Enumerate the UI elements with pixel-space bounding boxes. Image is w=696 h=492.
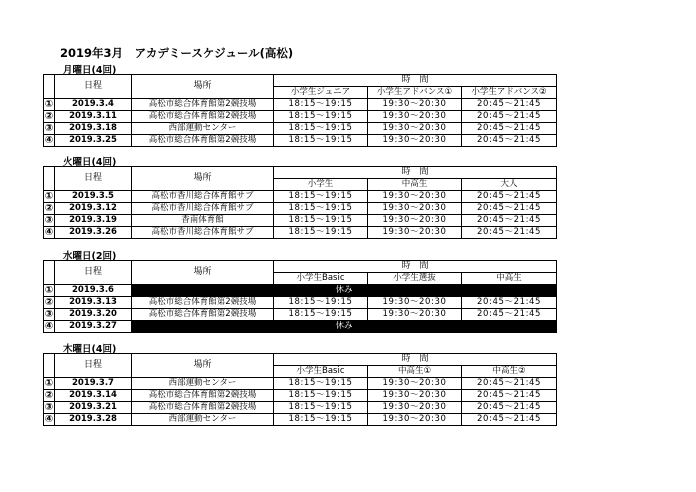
table-row [44, 414, 557, 426]
date-header: 日程 [55, 261, 132, 285]
row-time-3: 20:45～21:45 [462, 99, 557, 111]
row-place: 高松市香川総合体育館サブ [132, 227, 274, 239]
row-place: 高松市総合体育館第2競技場 [132, 135, 274, 147]
row-date: 2019.3.21 [55, 402, 132, 414]
row-time-1: 18:15～19:15 [274, 111, 368, 123]
row-time-3: 20:45～21:45 [462, 135, 557, 147]
closed-banner: 休み [132, 285, 557, 297]
row-place: 高松市総合体育館第2競技場 [132, 99, 274, 111]
class-header: 中高生 [368, 179, 462, 191]
section-label: 月曜日(4回) [63, 65, 117, 76]
row-time-3: 20:45～21:45 [462, 402, 557, 414]
place-header: 場所 [132, 167, 274, 191]
row-time-3: 20:45～21:45 [462, 378, 557, 390]
table-row [44, 99, 557, 111]
row-time-1: 18:15～19:15 [274, 135, 368, 147]
row-date: 2019.3.14 [55, 390, 132, 402]
row-time-2: 19:30～20:30 [368, 203, 462, 215]
row-time-3: 20:45～21:45 [462, 215, 557, 227]
section-label: 木曜日(4回) [63, 344, 117, 355]
class-header: 小学生Basic [274, 366, 368, 378]
schedule-table [43, 353, 557, 426]
row-time-2: 19:30～20:30 [368, 402, 462, 414]
class-header: 小学生ジュニア [274, 87, 368, 99]
row-time-2: 19:30～20:30 [368, 135, 462, 147]
row-place: 香南体育館 [132, 215, 274, 227]
row-number: ④ [44, 414, 54, 425]
row-number: ③ [44, 123, 54, 134]
blank-header [44, 167, 55, 191]
row-place: 西部運動センター [132, 378, 274, 390]
row-number: ④ [44, 135, 54, 146]
row-place: 西部運動センター [132, 123, 274, 135]
row-time-3: 20:45～21:45 [462, 191, 557, 203]
row-time-2: 19:30～20:30 [368, 99, 462, 111]
row-number: ② [44, 111, 54, 122]
row-time-1: 18:15～19:15 [274, 191, 368, 203]
document-title: 2019年3月 アカデミースケジュール(高松) [60, 46, 294, 60]
row-date: 2019.3.13 [55, 297, 132, 309]
row-time-1: 18:15～19:15 [274, 414, 368, 426]
row-date: 2019.3.19 [55, 215, 132, 227]
row-time-1: 18:15～19:15 [274, 402, 368, 414]
row-place: 高松市総合体育館第2競技場 [132, 309, 274, 321]
row-date: 2019.3.7 [55, 378, 132, 390]
blank-header [44, 354, 55, 378]
row-date: 2019.3.18 [55, 123, 132, 135]
row-time-2: 19:30～20:30 [368, 309, 462, 321]
schedule-table [43, 166, 557, 239]
table-row [44, 215, 557, 227]
table-row [44, 227, 557, 239]
place-header: 場所 [132, 354, 274, 378]
row-date: 2019.3.28 [55, 414, 132, 426]
row-time-3: 20:45～21:45 [462, 123, 557, 135]
row-time-2: 19:30～20:30 [368, 123, 462, 135]
table-row [44, 285, 557, 297]
row-time-2: 19:30～20:30 [368, 191, 462, 203]
table-row [44, 297, 557, 309]
class-header: 中高生① [368, 366, 462, 378]
row-time-2: 19:30～20:30 [368, 227, 462, 239]
row-number: ① [44, 378, 54, 389]
date-header: 日程 [55, 75, 132, 99]
row-date: 2019.3.27 [55, 321, 132, 333]
row-number: ② [44, 390, 54, 401]
class-header: 小学生Basic [274, 273, 368, 285]
row-time-2: 19:30～20:30 [368, 297, 462, 309]
table-row [44, 390, 557, 402]
class-header: 中高生② [462, 366, 557, 378]
row-number: ① [44, 285, 54, 296]
time-header: 時 間 [274, 261, 557, 273]
date-header: 日程 [55, 354, 132, 378]
row-place: 高松市総合体育館第2競技場 [132, 111, 274, 123]
row-date: 2019.3.25 [55, 135, 132, 147]
schedule-table [43, 74, 557, 147]
row-time-3: 20:45～21:45 [462, 414, 557, 426]
row-number: ③ [44, 309, 54, 320]
class-header: 小学生 [274, 179, 368, 191]
row-number: ② [44, 203, 54, 214]
table-row [44, 135, 557, 147]
row-time-1: 18:15～19:15 [274, 99, 368, 111]
row-date: 2019.3.11 [55, 111, 132, 123]
row-time-3: 20:45～21:45 [462, 203, 557, 215]
row-place: 高松市総合体育館第2競技場 [132, 390, 274, 402]
class-header: 小学生アドバンス① [368, 87, 462, 99]
row-time-1: 18:15～19:15 [274, 390, 368, 402]
blank-header [44, 261, 55, 285]
row-time-1: 18:15～19:15 [274, 227, 368, 239]
row-date: 2019.3.26 [55, 227, 132, 239]
row-place: 高松市総合体育館第2競技場 [132, 297, 274, 309]
row-time-3: 20:45～21:45 [462, 390, 557, 402]
row-date: 2019.3.12 [55, 203, 132, 215]
closed-banner: 休み [132, 321, 557, 333]
section-label: 水曜日(2回) [63, 251, 117, 262]
time-header: 時 間 [274, 75, 557, 87]
blank-header [44, 75, 55, 99]
time-header: 時 間 [274, 167, 557, 179]
row-number: ③ [44, 215, 54, 226]
place-header: 場所 [132, 75, 274, 99]
row-time-3: 20:45～21:45 [462, 297, 557, 309]
row-time-3: 20:45～21:45 [462, 111, 557, 123]
class-header: 小学生アドバンス② [462, 87, 557, 99]
class-header: 中高生 [462, 273, 557, 285]
row-number: ④ [44, 227, 54, 238]
schedule-table [43, 260, 557, 333]
table-row [44, 191, 557, 203]
table-row [44, 111, 557, 123]
table-row [44, 378, 557, 390]
row-time-1: 18:15～19:15 [274, 215, 368, 227]
table-row [44, 123, 557, 135]
row-number: ④ [44, 321, 54, 332]
row-time-2: 19:30～20:30 [368, 215, 462, 227]
row-time-3: 20:45～21:45 [462, 309, 557, 321]
table-row [44, 309, 557, 321]
row-time-2: 19:30～20:30 [368, 378, 462, 390]
table-row [44, 402, 557, 414]
row-place: 高松市総合体育館第2競技場 [132, 402, 274, 414]
row-time-1: 18:15～19:15 [274, 203, 368, 215]
row-date: 2019.3.20 [55, 309, 132, 321]
time-header: 時 間 [274, 354, 557, 366]
row-time-2: 19:30～20:30 [368, 414, 462, 426]
row-number: ① [44, 99, 54, 110]
row-time-2: 19:30～20:30 [368, 390, 462, 402]
row-time-1: 18:15～19:15 [274, 123, 368, 135]
row-time-1: 18:15～19:15 [274, 309, 368, 321]
row-date: 2019.3.4 [55, 99, 132, 111]
table-row [44, 203, 557, 215]
place-header: 場所 [132, 261, 274, 285]
row-time-3: 20:45～21:45 [462, 227, 557, 239]
row-place: 西部運動センター [132, 414, 274, 426]
row-number: ③ [44, 402, 54, 413]
row-time-1: 18:15～19:15 [274, 297, 368, 309]
table-row [44, 321, 557, 333]
row-date: 2019.3.6 [55, 285, 132, 297]
class-header: 大人 [462, 179, 557, 191]
row-number: ② [44, 297, 54, 308]
class-header: 小学生選抜 [368, 273, 462, 285]
section-label: 火曜日(4回) [63, 157, 117, 168]
row-time-2: 19:30～20:30 [368, 111, 462, 123]
date-header: 日程 [55, 167, 132, 191]
row-number: ① [44, 191, 54, 202]
row-place: 高松市香川総合体育館サブ [132, 203, 274, 215]
row-date: 2019.3.5 [55, 191, 132, 203]
row-time-1: 18:15～19:15 [274, 378, 368, 390]
row-place: 高松市香川総合体育館サブ [132, 191, 274, 203]
